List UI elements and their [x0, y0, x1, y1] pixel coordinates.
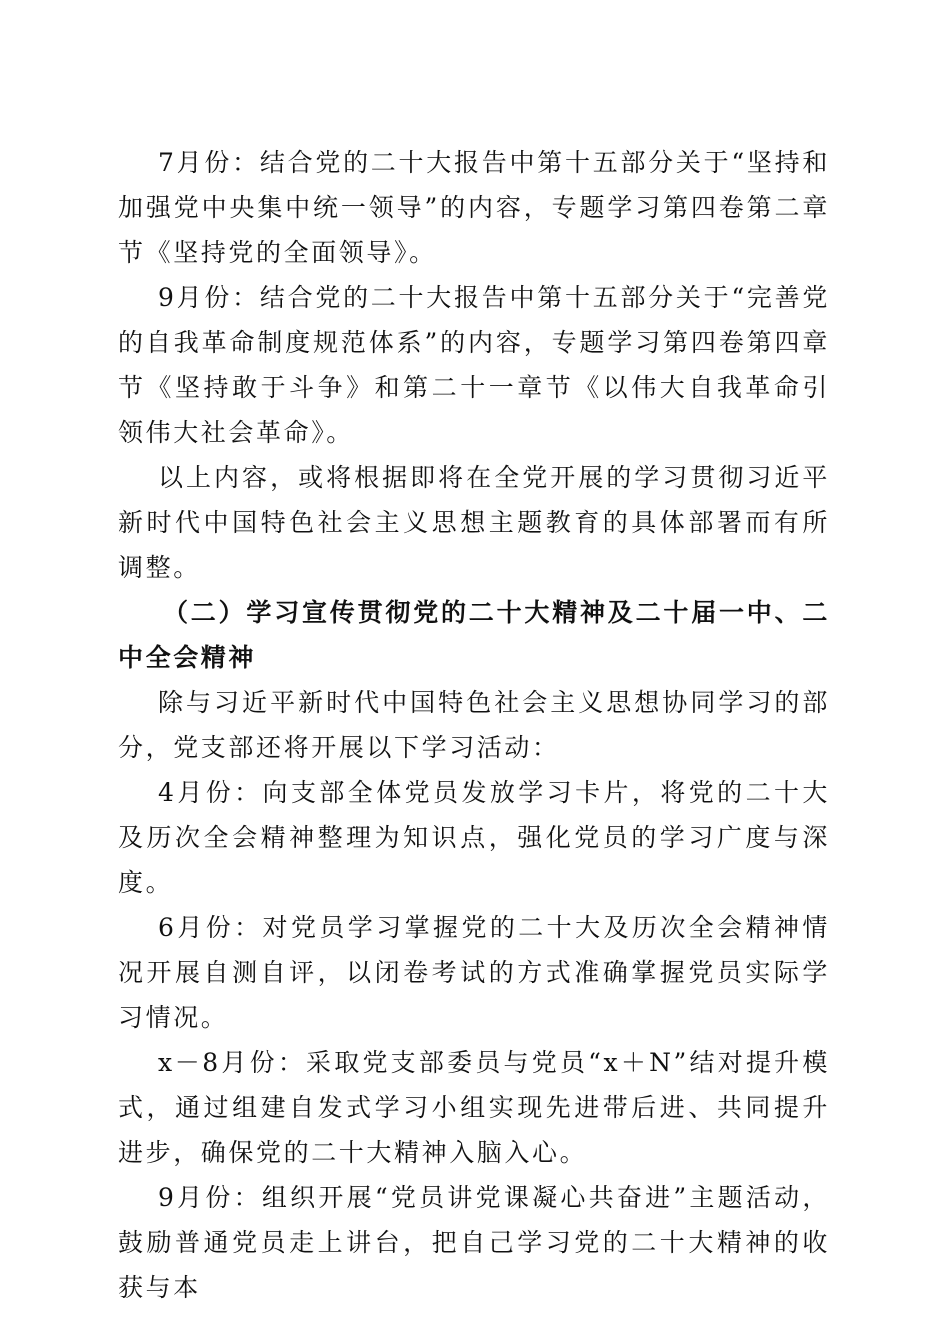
document-body: [118, 140, 830, 1310]
paragraph-section-intro: 除与习近平新时代中国特色社会主义思想协同学习的部分，党支部还将开展以下学习活动：: [118, 688, 830, 762]
paragraph-september-activity: 9月份：组织开展“党员讲党课凝心共奋进”主题活动，鼓励普通党员走上讲台，把自己学习党的二十大精神的收获与本: [118, 1183, 830, 1302]
paragraph-x-august-activity: x－8月份：采取党支部委员与党员“x＋N”结对提升模式，通过组建自发式学习小组实现先进带后进、共同提升进步，确保党的二十大精神入脑入心。: [118, 1048, 830, 1167]
paragraph-june-activity: 6月份：对党员学习掌握党的二十大及历次全会精神情况开展自测自评，以闭卷考试的方式准确掌握党员实际学习情况。: [118, 913, 830, 1032]
paragraph-adjustment-note: 以上内容，或将根据即将在全党开展的学习贯彻习近平新时代中国特色社会主义思想主题教育的具体部署而有所调整。: [118, 463, 830, 582]
paragraph-september-study: 9月份：结合党的二十大报告中第十五部分关于“完善党的自我革命制度规范体系”的内容，专题学习第四卷第四章节《坚持敢于斗争》和第二十一章节《以伟大自我革命引领伟大社会革命》。: [118, 283, 830, 447]
section-heading-2: （二）学习宣传贯彻党的二十大精神及二十届一中、二中全会精神: [118, 598, 830, 672]
paragraph-july-study: 7月份：结合党的二十大报告中第十五部分关于“坚持和加强党中央集中统一领导”的内容，专题学习第四卷第二章节《坚持党的全面领导》。: [118, 148, 830, 267]
paragraph-april-activity: 4月份：向支部全体党员发放学习卡片，将党的二十大及历次全会精神整理为知识点，强化党员的学习广度与深度。: [118, 778, 830, 897]
